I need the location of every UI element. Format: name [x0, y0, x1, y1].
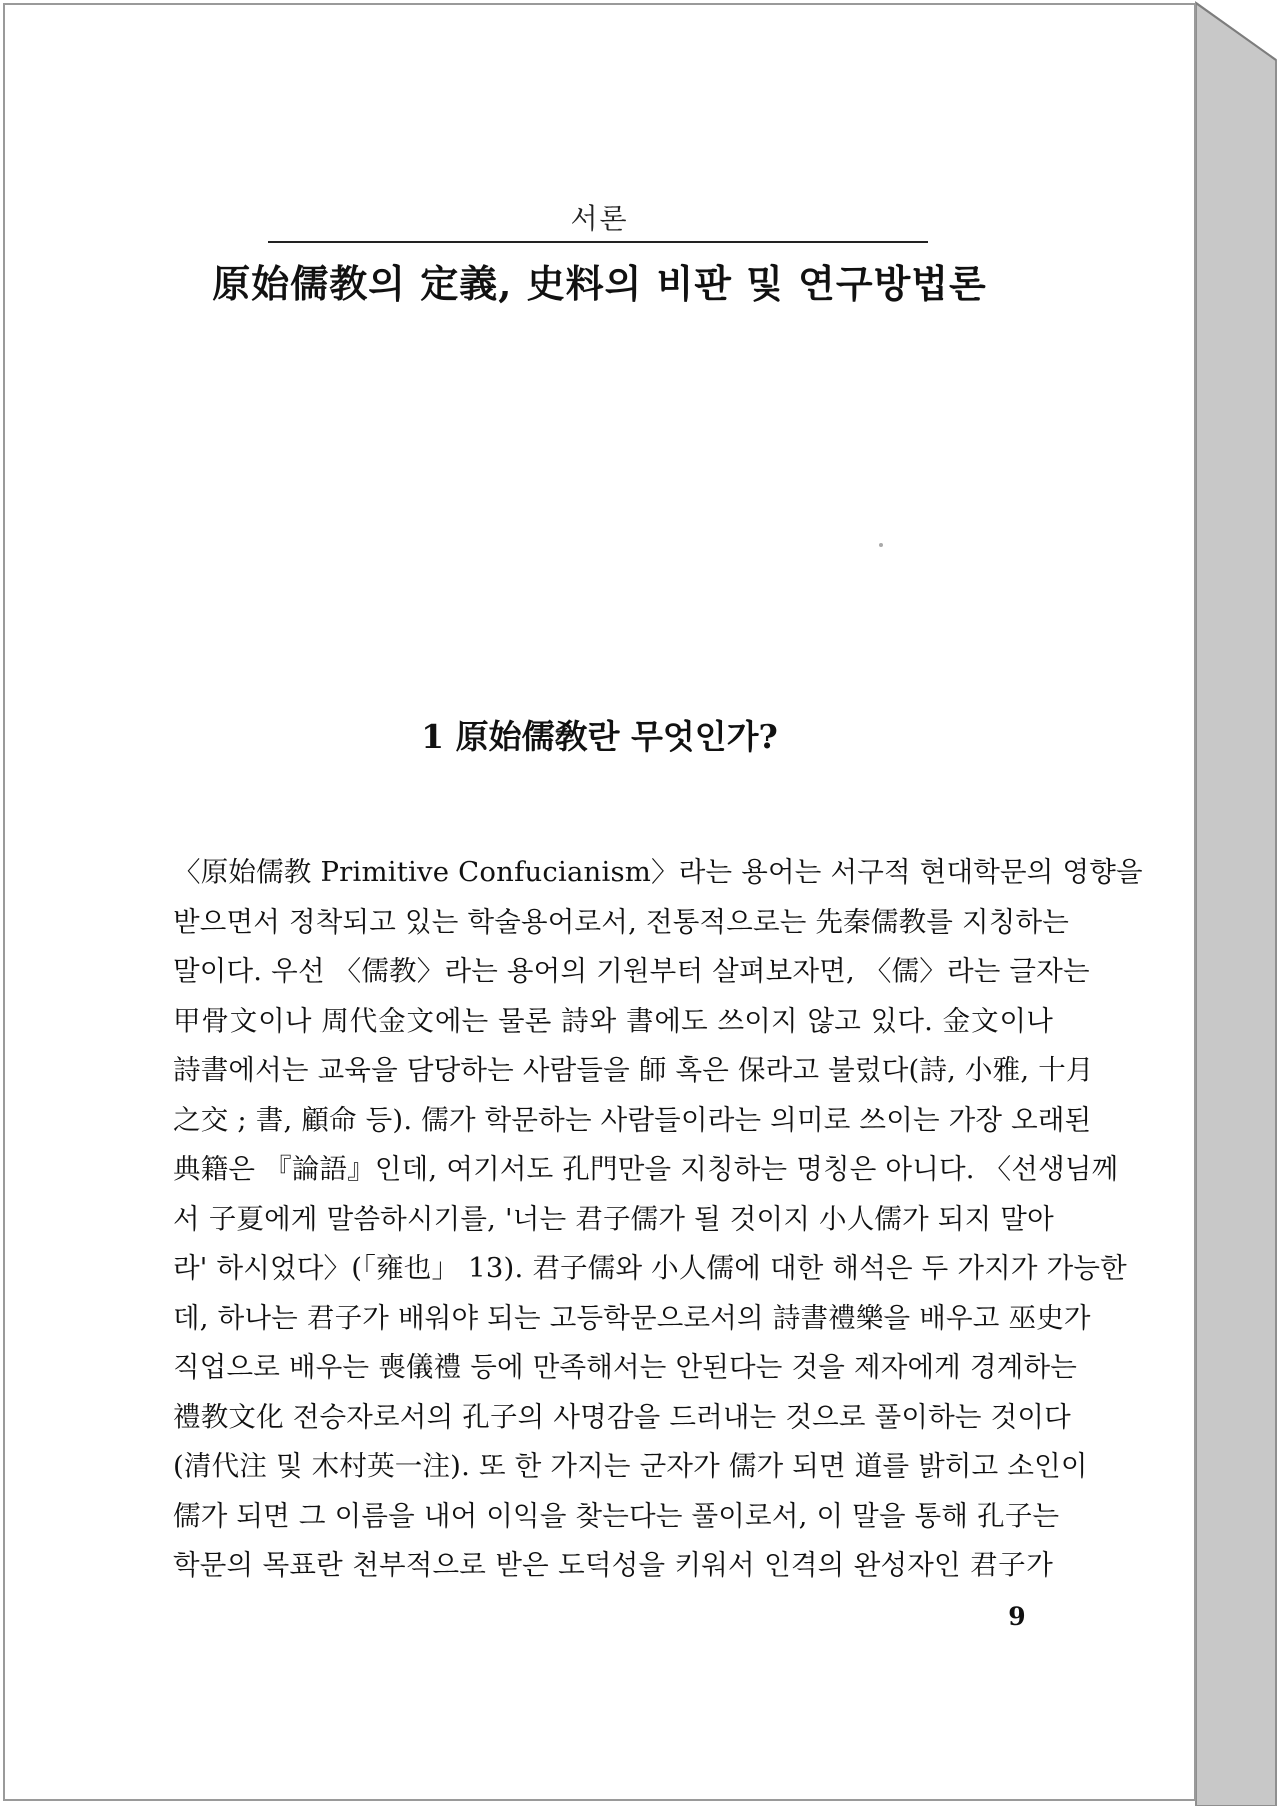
body-line-1: 〈原始儒教 Primitive Confucianism〉라는 용어는 서구적 현대학문의 영향을	[173, 856, 1143, 888]
running-head: 서론	[570, 202, 629, 235]
body-line-5: 詩書에서는 교육을 담당하는 사람들을 師 혹은 保라고 불렀다(詩, 小雅, 十月	[173, 1054, 1094, 1086]
body-line-12: 禮教文化 전승자로서의 孔子의 사명감을 드러내는 것으로 풀이하는 것이다	[173, 1400, 1071, 1433]
body-paragraph	[173, 848, 1143, 1591]
body-line-14: 儒가 되면 그 이름을 내어 이익을 찾는다는 풀이로서, 이 말을 통해 孔子는	[173, 1499, 1060, 1532]
body-line-7: 典籍은 『論語』인데, 여기서도 孔門만을 지칭하는 명칭은 아니다. 〈선생님께	[173, 1153, 1119, 1185]
body-line-10: 데, 하나는 君子가 배워야 되는 고등학문으로서의 詩書禮樂을 배우고 巫史가	[173, 1301, 1091, 1334]
body-line-11: 직업으로 배우는 喪儀禮 등에 만족해서는 안된다는 것을 제자에게 경계하는	[173, 1351, 1078, 1383]
body-line-4: 甲骨文이나 周代金文에는 물론 詩와 書에도 쓰이지 않고 있다. 金文이나	[173, 1004, 1053, 1037]
body-line-15: 학문의 목표란 천부적으로 받은 도덕성을 키워서 인격의 완성자인 君子가	[173, 1549, 1053, 1581]
section-title: 1 原始儒敎란 무엇인가?	[421, 717, 778, 756]
scan-speck	[879, 543, 883, 547]
body-line-8: 서 子夏에게 말씀하시기를, '너는 君子儒가 될 것이지 小人儒가 되지 말아	[173, 1202, 1054, 1235]
book-page	[3, 3, 1196, 1801]
body-line-9: 라' 하시었다〉(「雍也」 13). 君子儒와 小人儒에 대한 해석은 두 가지가 가능한	[173, 1252, 1127, 1284]
chapter-title: 原始儒教의 定義, 史料의 비판 및 연구방법론	[212, 261, 987, 306]
body-line-2: 받으면서 정착되고 있는 학술용어로서, 전통적으로는 先秦儒教를 지칭하는	[173, 905, 1070, 938]
header-rule	[268, 241, 928, 243]
page-number: 9	[1008, 1602, 1026, 1631]
body-line-13: (清代注 및 木村英一注). 또 한 가지는 군자가 儒가 되면 道를 밝히고 소인이	[173, 1450, 1088, 1482]
body-line-3: 말이다. 우선 〈儒教〉라는 용어의 기원부터 살펴보자면, 〈儒〉라는 글자는	[173, 955, 1090, 987]
body-line-6: 之交 ; 書, 顧命 등). 儒가 학문하는 사람들이라는 의미로 쓰이는 가장 오래된	[173, 1103, 1092, 1136]
